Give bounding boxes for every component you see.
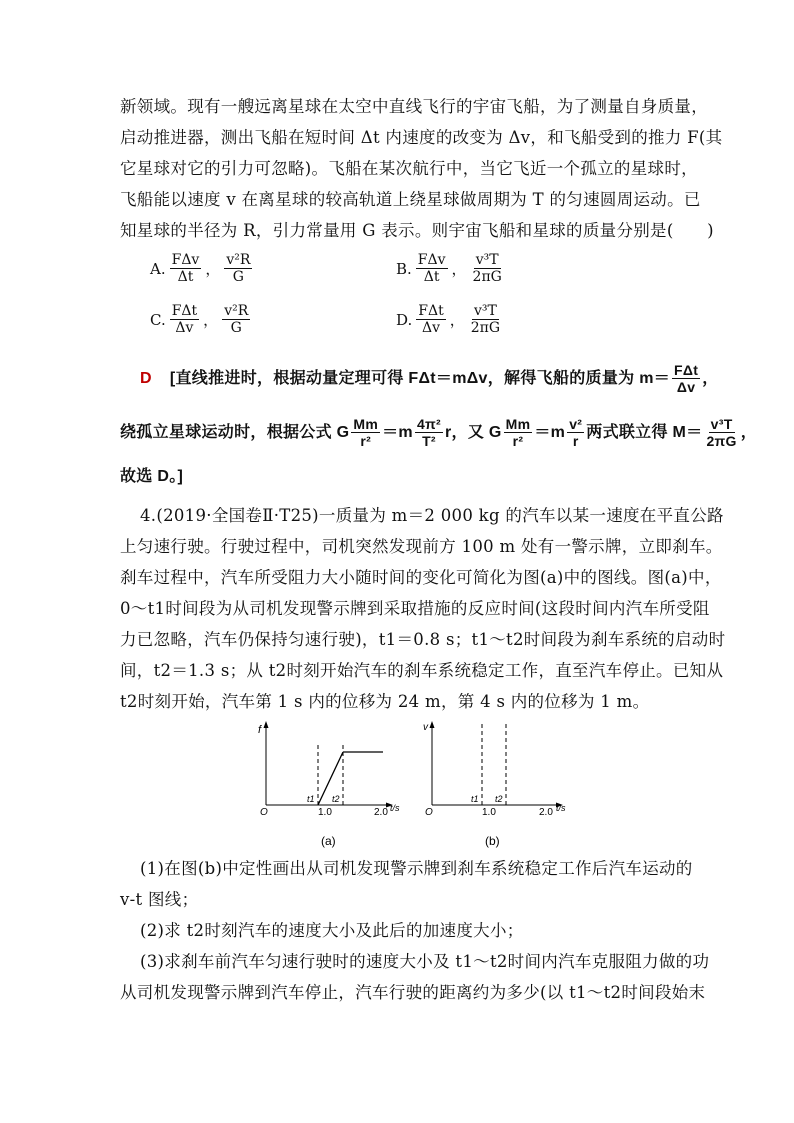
solution-text: ＝m — [382, 423, 413, 441]
subq-2: (2)求 t2时刻汽车的速度大小及此后的加速度大小； — [140, 921, 524, 940]
numerator: FΔt — [674, 362, 699, 378]
comma: ， — [449, 310, 465, 329]
comma: ， — [203, 310, 219, 329]
numerator: v²R — [224, 303, 249, 319]
option-label: A. — [150, 259, 166, 278]
y-axis-label: f — [258, 724, 262, 736]
comma: ， — [451, 259, 467, 278]
fraction — [415, 416, 443, 449]
origin-label: O — [425, 807, 433, 818]
solution-text: ， — [702, 369, 719, 387]
solution-text: r，又 G — [445, 423, 502, 441]
option-label: C. — [150, 310, 166, 329]
denominator: 2πG — [706, 433, 737, 449]
intro-line-5: 知星球的半径为 R，引力常量用 G 表示。则宇宙飞船和星球的质量分别是( ) — [120, 221, 714, 240]
denominator: G — [230, 320, 242, 336]
origin-label: O — [260, 807, 268, 818]
y-axis-label: v — [423, 722, 428, 733]
option-c — [150, 303, 252, 336]
solution-text: [直线推进时，根据动量定理可得 FΔt＝mΔv，解得飞船的质量为 m＝ — [169, 369, 671, 387]
subq-3: (3)求刹车前汽车匀速行驶时的速度大小及 t1～t2时间内汽车克服阻力做的功 — [140, 952, 710, 971]
fraction — [222, 303, 250, 336]
q4-line-2: 上匀速行驶。行驶过程中，司机突然发现前方 100 m 处有一警示牌，立即刹车。 — [120, 537, 723, 556]
denominator: T² — [422, 433, 436, 449]
fraction — [416, 252, 448, 285]
denominator: Δt — [177, 269, 194, 285]
denominator: Δv — [175, 320, 194, 336]
fraction — [170, 303, 199, 336]
tick-label-1: 1.0 — [318, 807, 332, 818]
denominator: 2πG — [472, 269, 502, 285]
intro-line-4: 飞船能以速度 v 在离星球的较高轨道上绕星球做周期为 T 的匀速圆周运动。已 — [120, 190, 701, 209]
fraction — [469, 303, 502, 336]
numerator: Mm — [353, 416, 379, 432]
numerator: Mm — [505, 416, 531, 432]
intro-line-1: 新领域。现有一艘远离星球在太空中直线飞行的宇宙飞船，为了测量自身质量， — [120, 97, 708, 116]
answer-letter: D — [140, 369, 152, 387]
numerator: v²R — [226, 252, 251, 268]
figure-b — [418, 718, 578, 853]
tick-label-1: 1.0 — [482, 807, 496, 818]
fraction — [351, 416, 380, 449]
q4-line-1: 4.(2019·全国卷Ⅱ·T25)一质量为 m＝2 000 kg 的汽车以某一速度在平直公路 — [140, 506, 724, 525]
y-axis-arrow — [264, 721, 269, 728]
solution-text: ＝m — [534, 423, 566, 441]
numerator: v³T — [475, 252, 499, 268]
denominator: r — [572, 433, 579, 449]
fraction — [704, 416, 738, 449]
fraction — [471, 252, 504, 285]
q4-line-4: 0～t1时间段为从司机发现警示牌到采取措施的反应时间(这段时间内汽车所受阻 — [120, 599, 710, 618]
tick-label-2: 2.0 — [374, 807, 388, 818]
denominator: 2πG — [470, 320, 501, 336]
solution-line-2 — [120, 416, 757, 449]
subq-3b: 从司机发现警示牌到汽车停止，汽车行驶的距离约为多少(以 t1～t2时间段始末 — [120, 983, 706, 1002]
x-axis-label: t/s — [556, 803, 566, 813]
denominator: G — [232, 269, 244, 285]
solution-text: ， — [740, 423, 758, 441]
numerator: FΔv — [417, 252, 446, 268]
q4-line-6: 间，t2＝1.3 s；从 t2时刻开始汽车的刹车系统稳定工作，直至汽车停止。已知从 — [120, 661, 724, 680]
numerator: FΔt — [171, 303, 198, 319]
t2-label: t2 — [495, 794, 503, 804]
denominator: Δv — [676, 379, 696, 395]
numerator: FΔv — [171, 252, 200, 268]
subq-1a: (1)在图(b)中定性画出从司机发现警示牌到刹车系统稳定工作后汽车运动的 — [140, 859, 693, 878]
figure-caption: (b) — [485, 834, 500, 848]
option-b — [396, 252, 506, 285]
solution-line-3: 故选 D。] — [120, 468, 184, 485]
q4-line-5: 力已忽略，汽车仍保持匀速行驶)，t1＝0.8 s；t1～t2时间段为刹车系统的启动时 — [120, 630, 726, 649]
q4-line-3: 刹车过程中，汽车所受阻力大小随时间的变化可简化为图(a)中的图线。图(a)中， — [120, 568, 722, 587]
fraction — [672, 362, 700, 395]
option-label: D. — [396, 310, 413, 329]
fraction — [416, 303, 445, 336]
solution-text: 两式联立得 M＝ — [586, 423, 703, 441]
t1-label: t1 — [307, 794, 315, 804]
fraction — [504, 416, 533, 449]
t1-label: t1 — [471, 794, 479, 804]
comma: ， — [205, 259, 221, 278]
option-d — [396, 303, 504, 336]
solution-text: 绕孤立星球运动时，根据公式 G — [120, 423, 350, 441]
option-label: B. — [396, 259, 412, 278]
figure-caption: (a) — [321, 834, 336, 848]
subq-1b: v-t 图线； — [120, 890, 199, 909]
option-a — [150, 252, 254, 285]
denominator: Δt — [423, 269, 440, 285]
t2-label: t2 — [332, 794, 340, 804]
tick-label-2: 2.0 — [539, 807, 553, 818]
denominator: r² — [512, 433, 524, 449]
numerator: 4π² — [416, 416, 442, 432]
y-axis-arrow — [430, 721, 435, 728]
fraction — [567, 416, 584, 449]
intro-line-3: 它星球对它的引力可忽略)。飞船在某次航行中，当它飞近一个孤立的星球时， — [120, 159, 698, 178]
figure-a — [250, 718, 400, 853]
denominator: Δv — [421, 320, 440, 336]
q4-line-7: t2时刻开始，汽车第 1 s 内的位移为 24 m，第 4 s 内的位移为 1 m。 — [120, 692, 650, 711]
numerator: FΔt — [418, 303, 444, 319]
x-axis-label: t/s — [390, 803, 400, 813]
fraction — [224, 252, 252, 285]
fraction — [170, 252, 202, 285]
numerator: v³T — [473, 303, 497, 319]
solution-line-1 — [140, 362, 719, 395]
numerator: v³T — [710, 416, 733, 432]
intro-line-2: 启动推进器，测出飞船在短时间 Δt 内速度的改变为 Δv，和飞船受到的推力 F(其 — [120, 128, 723, 147]
numerator: v² — [569, 416, 583, 432]
denominator: r² — [360, 433, 372, 449]
